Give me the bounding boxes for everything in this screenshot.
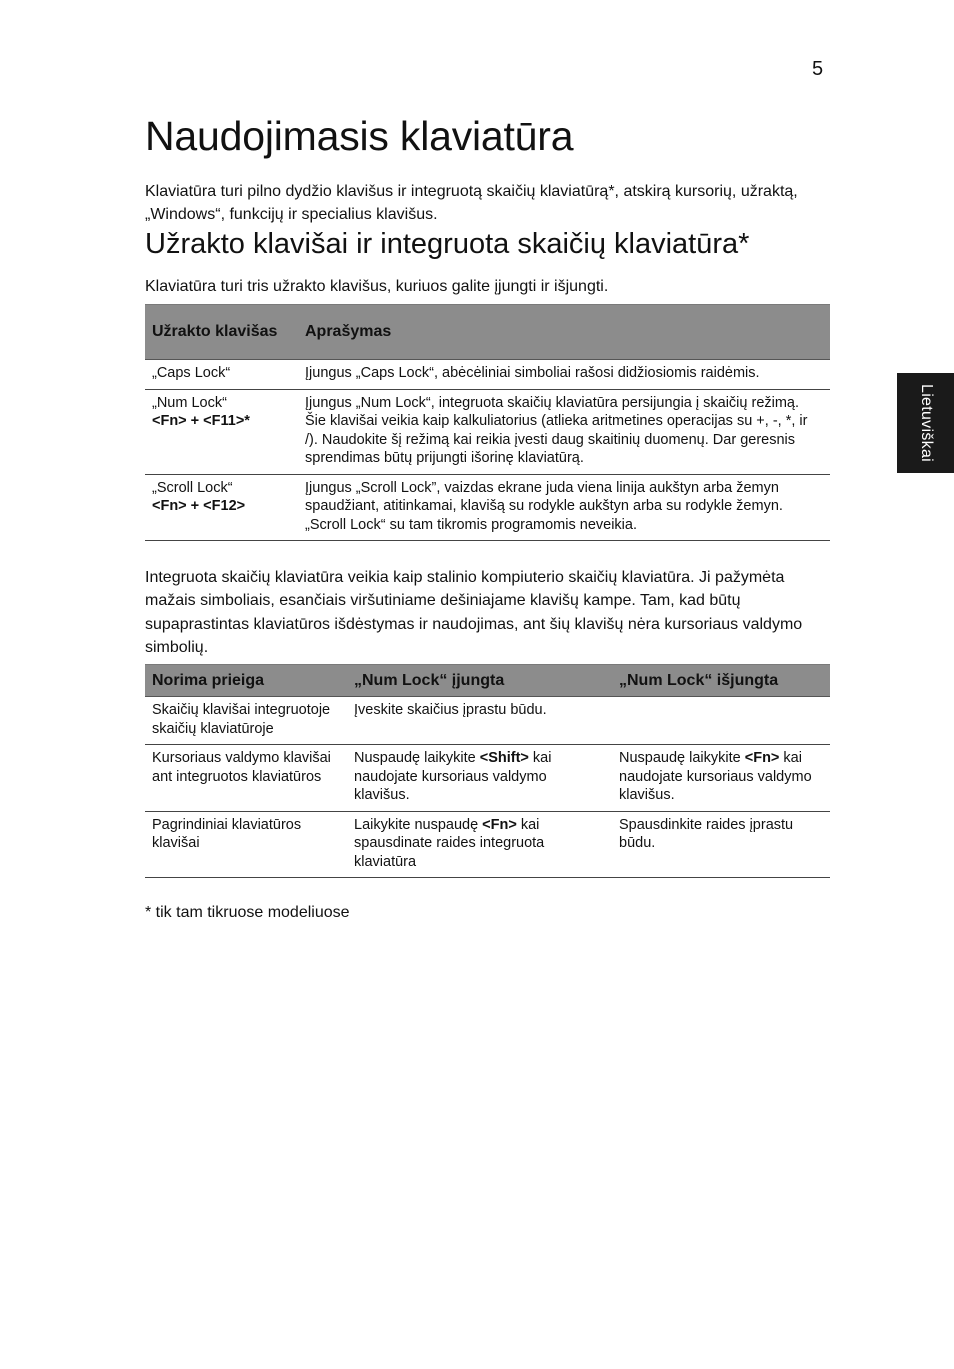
num-lock-on-cell — [347, 811, 612, 878]
cell-text: Spausdinkite raides įprastu būdu. — [619, 816, 794, 851]
column-header-num-lock-on: „Num Lock“ įjungta — [347, 665, 612, 697]
lock-key-name: „Num Lock“ — [152, 394, 227, 411]
table-header-row — [145, 665, 830, 697]
page-number: 5 — [812, 58, 824, 80]
table-row — [145, 389, 830, 474]
cell-text: kai spausdinate raides integruota klaviatūra — [354, 816, 545, 870]
cell-text: Nuspaudę laikykite — [354, 750, 480, 766]
column-header-desired-access: Norima prieiga — [145, 665, 347, 697]
lock-keys-table — [145, 304, 830, 541]
lock-key-name: „Caps Lock“ — [152, 365, 231, 381]
lock-key-combo: <Fn> + <F12> — [152, 498, 246, 514]
num-lock-on-cell — [347, 697, 612, 745]
table-row — [145, 474, 830, 541]
num-lock-on-cell — [347, 745, 612, 812]
column-header-lock-key: Užrakto klavišas — [145, 305, 298, 360]
keypad-access-table — [145, 664, 830, 878]
lock-key-combo: <Fn> + <F11>* — [152, 413, 250, 429]
table-header-row — [145, 305, 830, 360]
column-header-num-lock-off: „Num Lock“ išjungta — [612, 665, 830, 697]
lock-key-name: „Scroll Lock“ — [152, 479, 233, 496]
table-row — [145, 811, 830, 878]
num-lock-off-cell — [612, 697, 830, 745]
section-intro-paragraph: Klaviatūra turi tris užrakto klavišus, kuriuos galite įjungti ir išjungti. — [145, 278, 609, 295]
lock-key-description: Įjungus „Num Lock“, integruota skaičių klaviatūra persijungia į skaičių režimą. Šie klavišai veikia kaip kalkuliatorius (atlieka aritmetines operacijas su +, -, *, ir /). Naudokite šį režimą kai reikia įvesti daug skaitinių duomenų. Dar geresnis sprendimas būtų prijungti išorinę klaviatūrą. — [298, 389, 830, 474]
footnote: * tik tam tikruose modeliuose — [145, 904, 350, 921]
lock-key-description: Įjungus „Caps Lock“, abėcėliniai simboliai rašosi didžiosiomis raidėmis. — [298, 360, 830, 390]
cell-text: Laikykite nuspaudę — [354, 816, 483, 833]
table-row — [145, 360, 830, 390]
desired-access-cell: Pagrindiniai klaviatūros klavišai — [145, 811, 347, 878]
section-heading: Užrakto klavišai ir integruota skaičių klaviatūra* — [145, 228, 750, 260]
desired-access-cell: Skaičių klavišai integruotoje skaičių klaviatūroje — [145, 697, 347, 745]
table-row — [145, 745, 830, 812]
lock-key-cell — [145, 474, 298, 541]
keypad-paragraph: Integruota skaičių klaviatūra veikia kaip stalinio kompiuterio skaičių klaviatūra. Ji pažymėta mažais simboliais, esančiais viršutiniame dešiniajame klavišų kampe. Tam, kad būtų supaprastintas klaviatūros išdėstymas ir naudojimas, ant šių klavišų nėra kursoriaus valdymo simbolių. — [145, 569, 803, 656]
num-lock-off-cell — [612, 811, 830, 878]
cell-text: Įveskite skaičius įprastu būdu. — [354, 702, 547, 718]
column-header-description: Aprašymas — [298, 305, 830, 360]
key-name: <Shift> — [479, 750, 529, 766]
page-title: Naudojimasis klaviatūra — [145, 113, 574, 159]
desired-access-cell: Kursoriaus valdymo klavišai ant integruotos klaviatūros — [145, 745, 347, 812]
cell-text: kai naudojate kursoriaus valdymo klavišus. — [354, 750, 552, 803]
key-name: <Fn> — [482, 816, 517, 833]
table-row — [145, 697, 830, 745]
lock-key-cell — [145, 360, 298, 390]
intro-paragraph: Klaviatūra turi pilno dydžio klavišus ir integruotą skaičių klaviatūrą*, atskirą kursorių, užraktą, „Windows“, funkcijų ir specialius klavišus. — [145, 183, 798, 223]
language-side-tab — [897, 373, 954, 473]
cell-text: Nuspaudę laikykite — [619, 750, 745, 766]
lock-key-cell — [145, 389, 298, 474]
cell-text: kai naudojate kursoriaus valdymo klavišus. — [619, 750, 812, 803]
language-side-tab-label: Lietuviškai — [917, 383, 935, 463]
key-name: <Fn> — [744, 750, 780, 766]
lock-key-description: Įjungus „Scroll Lock”, vaizdas ekrane juda viena linija aukštyn arba žemyn spaudžiant, atitinkamai, klavišą su rodykle aukštyn arba su rodykle žemyn. „Scroll Lock“ su tam tikromis programomis neveikia. — [298, 474, 830, 541]
num-lock-off-cell — [612, 745, 830, 812]
